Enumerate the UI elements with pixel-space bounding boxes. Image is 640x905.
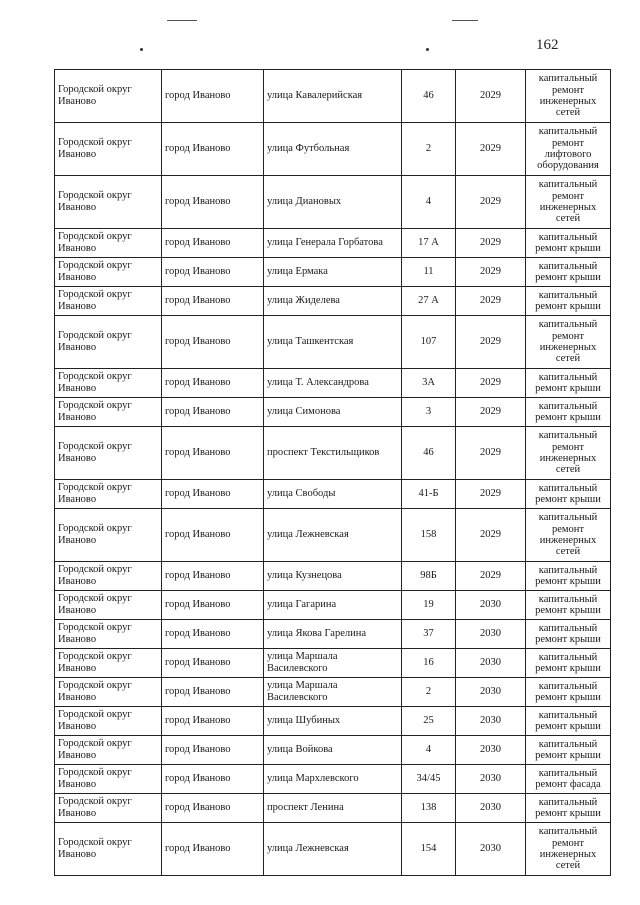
city-cell: город Иваново <box>162 480 264 509</box>
house-cell: 41-Б <box>402 480 456 509</box>
house-cell: 19 <box>402 591 456 620</box>
year-cell: 2030 <box>456 736 526 765</box>
table-row <box>55 823 611 876</box>
district-cell: Городской округ Иваново <box>55 591 162 620</box>
house-cell: 46 <box>402 70 456 123</box>
street-cell: улица Кузнецова <box>264 562 402 591</box>
street-cell: проспект Ленина <box>264 794 402 823</box>
street-cell: улица Ташкентская <box>264 316 402 369</box>
register-table <box>54 69 611 876</box>
year-cell: 2030 <box>456 765 526 794</box>
district-cell: Городской округ Иваново <box>55 562 162 591</box>
year-cell: 2029 <box>456 480 526 509</box>
district-cell: Городской округ Иваново <box>55 823 162 876</box>
district-cell: Городской округ Иваново <box>55 258 162 287</box>
table-row <box>55 678 611 707</box>
street-cell: улица Т. Александрова <box>264 369 402 398</box>
district-cell: Городской округ Иваново <box>55 794 162 823</box>
work-type-cell: капитальный ремонт лифтового оборудования <box>526 123 611 176</box>
street-cell: улица Мархлевского <box>264 765 402 794</box>
house-cell: 138 <box>402 794 456 823</box>
house-cell: 3А <box>402 369 456 398</box>
city-cell: город Иваново <box>162 707 264 736</box>
city-cell: город Иваново <box>162 229 264 258</box>
work-type-cell: капитальный ремонт крыши <box>526 794 611 823</box>
work-type-cell: капитальный ремонт фасада <box>526 765 611 794</box>
year-cell: 2029 <box>456 229 526 258</box>
city-cell: город Иваново <box>162 591 264 620</box>
table-row <box>55 369 611 398</box>
year-cell: 2029 <box>456 176 526 229</box>
house-cell: 2 <box>402 123 456 176</box>
year-cell: 2029 <box>456 369 526 398</box>
work-type-cell: капитальный ремонт крыши <box>526 649 611 678</box>
street-cell: улица Свободы <box>264 480 402 509</box>
district-cell: Городской округ Иваново <box>55 620 162 649</box>
city-cell: город Иваново <box>162 649 264 678</box>
district-cell: Городской округ Иваново <box>55 316 162 369</box>
street-cell: улица Генерала Горбатова <box>264 229 402 258</box>
work-type-cell: капитальный ремонт крыши <box>526 398 611 427</box>
house-cell: 107 <box>402 316 456 369</box>
street-cell: улица Лежневская <box>264 509 402 562</box>
year-cell: 2029 <box>456 70 526 123</box>
table-row <box>55 707 611 736</box>
street-cell: улица Симонова <box>264 398 402 427</box>
year-cell: 2029 <box>456 509 526 562</box>
house-cell: 4 <box>402 736 456 765</box>
work-type-cell: капитальный ремонт крыши <box>526 736 611 765</box>
city-cell: город Иваново <box>162 398 264 427</box>
street-cell: улица Ермака <box>264 258 402 287</box>
house-cell: 154 <box>402 823 456 876</box>
work-type-cell: капитальный ремонт крыши <box>526 562 611 591</box>
work-type-cell: капитальный ремонт инженерных сетей <box>526 70 611 123</box>
year-cell: 2029 <box>456 258 526 287</box>
street-cell: улица Футбольная <box>264 123 402 176</box>
city-cell: город Иваново <box>162 765 264 794</box>
city-cell: город Иваново <box>162 287 264 316</box>
year-cell: 2029 <box>456 316 526 369</box>
table-row <box>55 398 611 427</box>
work-type-cell: капитальный ремонт крыши <box>526 369 611 398</box>
year-cell: 2030 <box>456 591 526 620</box>
street-cell: улица Диановых <box>264 176 402 229</box>
table-row <box>55 620 611 649</box>
house-cell: 4 <box>402 176 456 229</box>
house-cell: 25 <box>402 707 456 736</box>
house-cell: 17 А <box>402 229 456 258</box>
district-cell: Городской округ Иваново <box>55 369 162 398</box>
year-cell: 2030 <box>456 649 526 678</box>
page-number: 162 <box>536 37 559 53</box>
year-cell: 2029 <box>456 123 526 176</box>
city-cell: город Иваново <box>162 794 264 823</box>
street-cell: улица Маршала Василевского <box>264 678 402 707</box>
district-cell: Городской округ Иваново <box>55 287 162 316</box>
table-row <box>55 229 611 258</box>
table-row <box>55 649 611 678</box>
district-cell: Городской округ Иваново <box>55 707 162 736</box>
table-row <box>55 427 611 480</box>
table-row <box>55 736 611 765</box>
table-row <box>55 794 611 823</box>
house-cell: 27 А <box>402 287 456 316</box>
work-type-cell: капитальный ремонт крыши <box>526 591 611 620</box>
house-cell: 16 <box>402 649 456 678</box>
work-type-cell: капитальный ремонт инженерных сетей <box>526 316 611 369</box>
work-type-cell: капитальный ремонт инженерных сетей <box>526 823 611 876</box>
year-cell: 2030 <box>456 794 526 823</box>
city-cell: город Иваново <box>162 123 264 176</box>
city-cell: город Иваново <box>162 369 264 398</box>
city-cell: город Иваново <box>162 736 264 765</box>
work-type-cell: капитальный ремонт крыши <box>526 480 611 509</box>
work-type-cell: капитальный ремонт крыши <box>526 678 611 707</box>
scan-mark <box>452 20 478 21</box>
city-cell: город Иваново <box>162 620 264 649</box>
year-cell: 2029 <box>456 427 526 480</box>
district-cell: Городской округ Иваново <box>55 649 162 678</box>
scan-mark <box>140 48 143 51</box>
year-cell: 2030 <box>456 678 526 707</box>
year-cell: 2030 <box>456 620 526 649</box>
year-cell: 2029 <box>456 398 526 427</box>
district-cell: Городской округ Иваново <box>55 765 162 794</box>
year-cell: 2030 <box>456 823 526 876</box>
year-cell: 2029 <box>456 287 526 316</box>
work-type-cell: капитальный ремонт крыши <box>526 287 611 316</box>
work-type-cell: капитальный ремонт крыши <box>526 229 611 258</box>
district-cell: Городской округ Иваново <box>55 176 162 229</box>
work-type-cell: капитальный ремонт крыши <box>526 620 611 649</box>
year-cell: 2030 <box>456 707 526 736</box>
district-cell: Городской округ Иваново <box>55 480 162 509</box>
street-cell: улица Кавалерийская <box>264 70 402 123</box>
city-cell: город Иваново <box>162 678 264 707</box>
street-cell: улица Лежневская <box>264 823 402 876</box>
house-cell: 11 <box>402 258 456 287</box>
district-cell: Городской округ Иваново <box>55 736 162 765</box>
street-cell: улица Гагарина <box>264 591 402 620</box>
city-cell: город Иваново <box>162 427 264 480</box>
scan-mark <box>426 48 429 51</box>
city-cell: город Иваново <box>162 70 264 123</box>
house-cell: 3 <box>402 398 456 427</box>
table-row <box>55 480 611 509</box>
table-row <box>55 258 611 287</box>
table-row <box>55 287 611 316</box>
district-cell: Городской округ Иваново <box>55 509 162 562</box>
work-type-cell: капитальный ремонт крыши <box>526 707 611 736</box>
house-cell: 2 <box>402 678 456 707</box>
district-cell: Городской округ Иваново <box>55 678 162 707</box>
district-cell: Городской округ Иваново <box>55 427 162 480</box>
scan-mark <box>167 20 197 21</box>
city-cell: город Иваново <box>162 316 264 369</box>
house-cell: 37 <box>402 620 456 649</box>
city-cell: город Иваново <box>162 562 264 591</box>
work-type-cell: капитальный ремонт инженерных сетей <box>526 176 611 229</box>
work-type-cell: капитальный ремонт инженерных сетей <box>526 509 611 562</box>
house-cell: 46 <box>402 427 456 480</box>
city-cell: город Иваново <box>162 258 264 287</box>
street-cell: улица Маршала Василевского <box>264 649 402 678</box>
table-row <box>55 562 611 591</box>
table-row <box>55 70 611 123</box>
street-cell: улица Якова Гарелина <box>264 620 402 649</box>
district-cell: Городской округ Иваново <box>55 229 162 258</box>
street-cell: улица Шубиных <box>264 707 402 736</box>
table-row <box>55 176 611 229</box>
city-cell: город Иваново <box>162 176 264 229</box>
house-cell: 34/45 <box>402 765 456 794</box>
street-cell: проспект Текстильщиков <box>264 427 402 480</box>
house-cell: 98Б <box>402 562 456 591</box>
house-cell: 158 <box>402 509 456 562</box>
work-type-cell: капитальный ремонт инженерных сетей <box>526 427 611 480</box>
table-row <box>55 765 611 794</box>
street-cell: улица Жиделева <box>264 287 402 316</box>
table-row <box>55 316 611 369</box>
district-cell: Городской округ Иваново <box>55 70 162 123</box>
street-cell: улица Войкова <box>264 736 402 765</box>
district-cell: Городской округ Иваново <box>55 123 162 176</box>
year-cell: 2029 <box>456 562 526 591</box>
city-cell: город Иваново <box>162 509 264 562</box>
table-row <box>55 123 611 176</box>
district-cell: Городской округ Иваново <box>55 398 162 427</box>
work-type-cell: капитальный ремонт крыши <box>526 258 611 287</box>
table-row <box>55 509 611 562</box>
table-row <box>55 591 611 620</box>
city-cell: город Иваново <box>162 823 264 876</box>
